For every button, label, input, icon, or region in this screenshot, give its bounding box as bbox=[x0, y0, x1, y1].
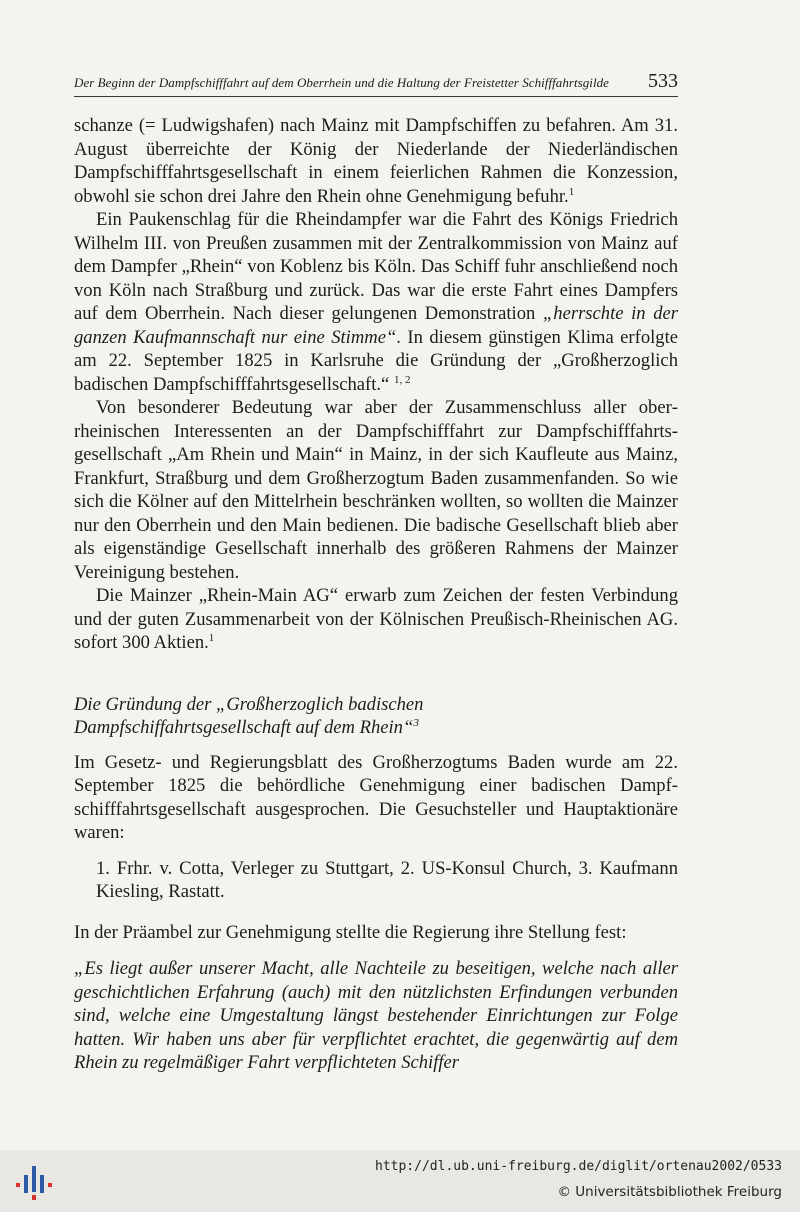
body-text bbox=[74, 114, 678, 1075]
section-heading bbox=[74, 693, 678, 739]
page-number: 533 bbox=[648, 70, 678, 92]
paragraph-4 bbox=[74, 584, 678, 655]
footnote-ref: 1 bbox=[208, 631, 215, 644]
paragraph-text: Die Mainzer „Rhein-Main AG“ erwarb zum Zeichen der festen Verbindung und der guten Zusammenarbeit von der Kölnischen Preußisch-Rheinischen AG. sofort 300 Aktien. bbox=[74, 585, 678, 653]
footer-bar bbox=[0, 1150, 800, 1212]
copyright-text: © Universitätsbibliothek Freiburg bbox=[557, 1184, 782, 1200]
section-heading-line-1: Die Gründung der „Großherzoglich badischen bbox=[74, 693, 424, 715]
running-title: Der Beginn der Dampfschifffahrt auf dem Oberrhein und die Haltung der Freistetter Schifffahrtsgilde bbox=[74, 75, 610, 90]
paragraph-text: Von besonderer Bedeutung war aber der Zusammenschluss aller oberrheinischen Interessenten an der Dampfschifffahrt zur Dampfschifffahrtsgesellschaft „Am Rhein und Main“ in Mainz, in der sich Kaufleute aus Mainz, Frankfurt, Straßburg und dem Großherzogtum Baden zusammenfanden. So wie sich die Kölner auf den Mittelrhein beschränken wollten, so wollten die Mainzer nur den Oberrhein und den Main bedienen. Die badische Gesellschaft blieb aber als eigenständige Gesellschaft innerhalb des größeren Rahmens der Mainzer Vereinigung bestehen. bbox=[74, 397, 678, 583]
paragraph-2 bbox=[74, 208, 678, 396]
source-url-link[interactable]: http://dl.ub.uni-freiburg.de/diglit/ortenau2002/0533 bbox=[375, 1159, 782, 1174]
paragraph-text: Ein Paukenschlag für die Rheindampfer war die Fahrt des Königs Friedrich Wilhelm III. von Preußen zusammen mit der Zentralkommission von Mainz auf dem Dampfer „Rhein“ von Koblenz bis Köln. Das Schiff fuhr anschließend noch von Köln nach Straßburg und zurück. Das war die erste Fahrt eines Dampfers auf dem Oberrhein. Nach dieser gelungenen Demonstration bbox=[74, 209, 678, 324]
paragraph-text: schanze (= Ludwigshafen) nach Mainz mit Dampfschiffen zu befahren. Am 31. August überreichte der König der Niederlande der Niederländischen Dampfschifffahrtsgesellschaft in einem feierlichen Rahmen die Konzession, obwohl sie schon drei Jahre den Rhein ohne Genehmigung befuhr. bbox=[74, 115, 678, 207]
shareholder-list: 1. Frhr. v. Cotta, Verleger zu Stuttgart, 2. US-Konsul Church, 3. Kaufmann Kiesling, Rastatt. bbox=[96, 857, 678, 902]
footnote-ref: 1 bbox=[568, 185, 575, 198]
paragraph-text: . In diesem günstigen Klima erfolgte am 22. September 1825 in Karlsruhe die Gründung der „Großherzoglich badischen Dampfschifffahrtsgesellschaft.“ bbox=[74, 326, 678, 395]
block-quote: „Es liegt außer unserer Macht, alle Nachteile zu beseitigen, welche nach aller geschichtlichen Erfahrung (auch) mit den nützlichsten Erfindungen verbunden sind, welche eine Umgestaltung längst bestehender Einrichtungen zur Folge hatten. Wir haben uns aber für verpflichtet erachtet, die gegenwärtig auf dem Rhein zu regelmäßiger Fahrt verpflichteten Schiffer bbox=[74, 958, 678, 1073]
footnote-ref: 1, 2 bbox=[393, 373, 411, 386]
footnote-ref: 3 bbox=[413, 716, 419, 729]
paragraph-6: In der Präambel zur Genehmigung stellte die Regierung ihre Stellung fest: bbox=[74, 921, 627, 943]
paragraph-3 bbox=[74, 396, 678, 584]
inline-quote: „herrschte in der ganzen Kaufmannschaft nur eine Stimme“ bbox=[74, 303, 678, 348]
running-header bbox=[74, 70, 678, 97]
section-heading-line-2: Dampfschiffahrtsgesellschaft auf dem Rhein“ bbox=[74, 716, 414, 738]
paragraph-5: Im Gesetz- und Regierungsblatt des Großherzogtums Baden wurde am 22. September 1825 die behördliche Genehmigung einer badischen Dampfschifffahrtsgesellschaft ausgesprochen. Die Gesuchsteller und Hauptaktionäre waren: bbox=[74, 751, 678, 843]
paragraph-1 bbox=[74, 114, 678, 208]
library-logo-icon bbox=[14, 1163, 54, 1203]
